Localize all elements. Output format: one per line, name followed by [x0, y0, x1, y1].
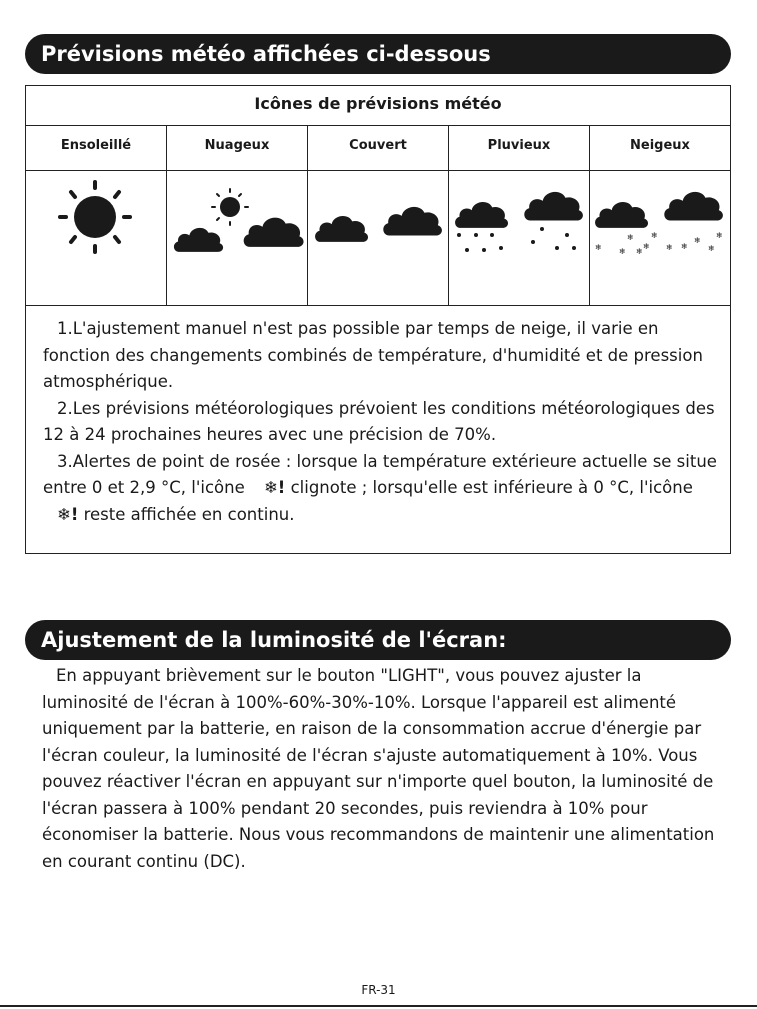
brightness-text — [42, 663, 732, 875]
sun-icon — [60, 182, 130, 252]
svg-text:❄: ❄ — [643, 242, 650, 251]
svg-text:❄: ❄ — [708, 244, 715, 253]
col-header-snowy: Neigeux — [630, 138, 690, 153]
svg-text:❄: ❄ — [716, 231, 723, 240]
footer-rule — [0, 1005, 757, 1007]
svg-text:❄: ❄ — [627, 233, 634, 242]
frost-alert-icon: ❄! — [263, 478, 286, 497]
forecast-notes — [43, 316, 720, 528]
page-number: FR-31 — [361, 983, 396, 997]
brightness-paragraph: En appuyant brièvement sur le bouton "LIGHT", vous pouvez ajuster la luminosité de l'écran à 100%-60%-30%-10%. Lorsque l'appareil est alimenté uniquement par la batterie, en raison de la consommation accrue d'énergie par l'écran couleur, la luminosité de l'écran s'ajuste automatiquement à 10%. Vous pouvez réactiver l'écran en appuyant sur n'importe quel bouton, la luminosité de l'écran passera à 100% pendant 20 secondes, puis reviendra à 10% pour économiser la batterie. Nous vous recommandons de maintenir une alimentation en courant continu (DC). — [42, 666, 715, 871]
col-header-sunny: Ensoleillé — [26, 125, 167, 170]
overcast-icon — [315, 207, 442, 242]
svg-text:❄: ❄ — [666, 243, 673, 252]
svg-text:❄: ❄ — [694, 236, 701, 245]
rain-icon — [455, 192, 583, 252]
svg-text:❄: ❄ — [595, 243, 602, 252]
table-icon-row — [26, 170, 730, 306]
note-1: 1.L'ajustement manuel n'est pas possible par temps de neige, il varie en fonction des changements combinés de température, d'humidité et de pression atmosphérique. — [43, 319, 703, 391]
svg-text:❄: ❄ — [681, 242, 688, 251]
svg-text:❄: ❄ — [619, 247, 626, 256]
note-2: 2.Les prévisions météorologiques prévoient les conditions météorologiques des 12 à 24 prochaines heures avec une précision de 70%. — [43, 398, 715, 444]
section-title-forecast: Prévisions météo affichées ci-dessous — [25, 34, 731, 74]
col-header-cloudy: Nuageux — [167, 125, 308, 170]
forecast-table-box — [25, 85, 731, 554]
svg-text:❄: ❄ — [651, 231, 658, 240]
table-header-row — [26, 125, 730, 171]
snow-icon — [595, 192, 723, 256]
note-3: 3.Alertes de point de rosée : lorsque la température extérieure actuelle se situe entre 0 et 2,9 °C, l'icône ❄! clignote ; lorsqu'elle est inférieure à 0 °C, l'icône ❄! reste affichée en continu. — [43, 449, 720, 529]
col-header-overcast: Couvert — [308, 125, 449, 170]
partly-cloudy-icon — [174, 189, 304, 252]
table-title: Icônes de prévisions météo — [26, 86, 730, 126]
section-title-brightness: Ajustement de la luminosité de l'écran: — [25, 620, 731, 660]
col-header-rainy: Pluvieux — [449, 125, 590, 170]
svg-text:❄: ❄ — [636, 247, 643, 256]
frost-alert-icon: ❄! — [57, 504, 79, 524]
